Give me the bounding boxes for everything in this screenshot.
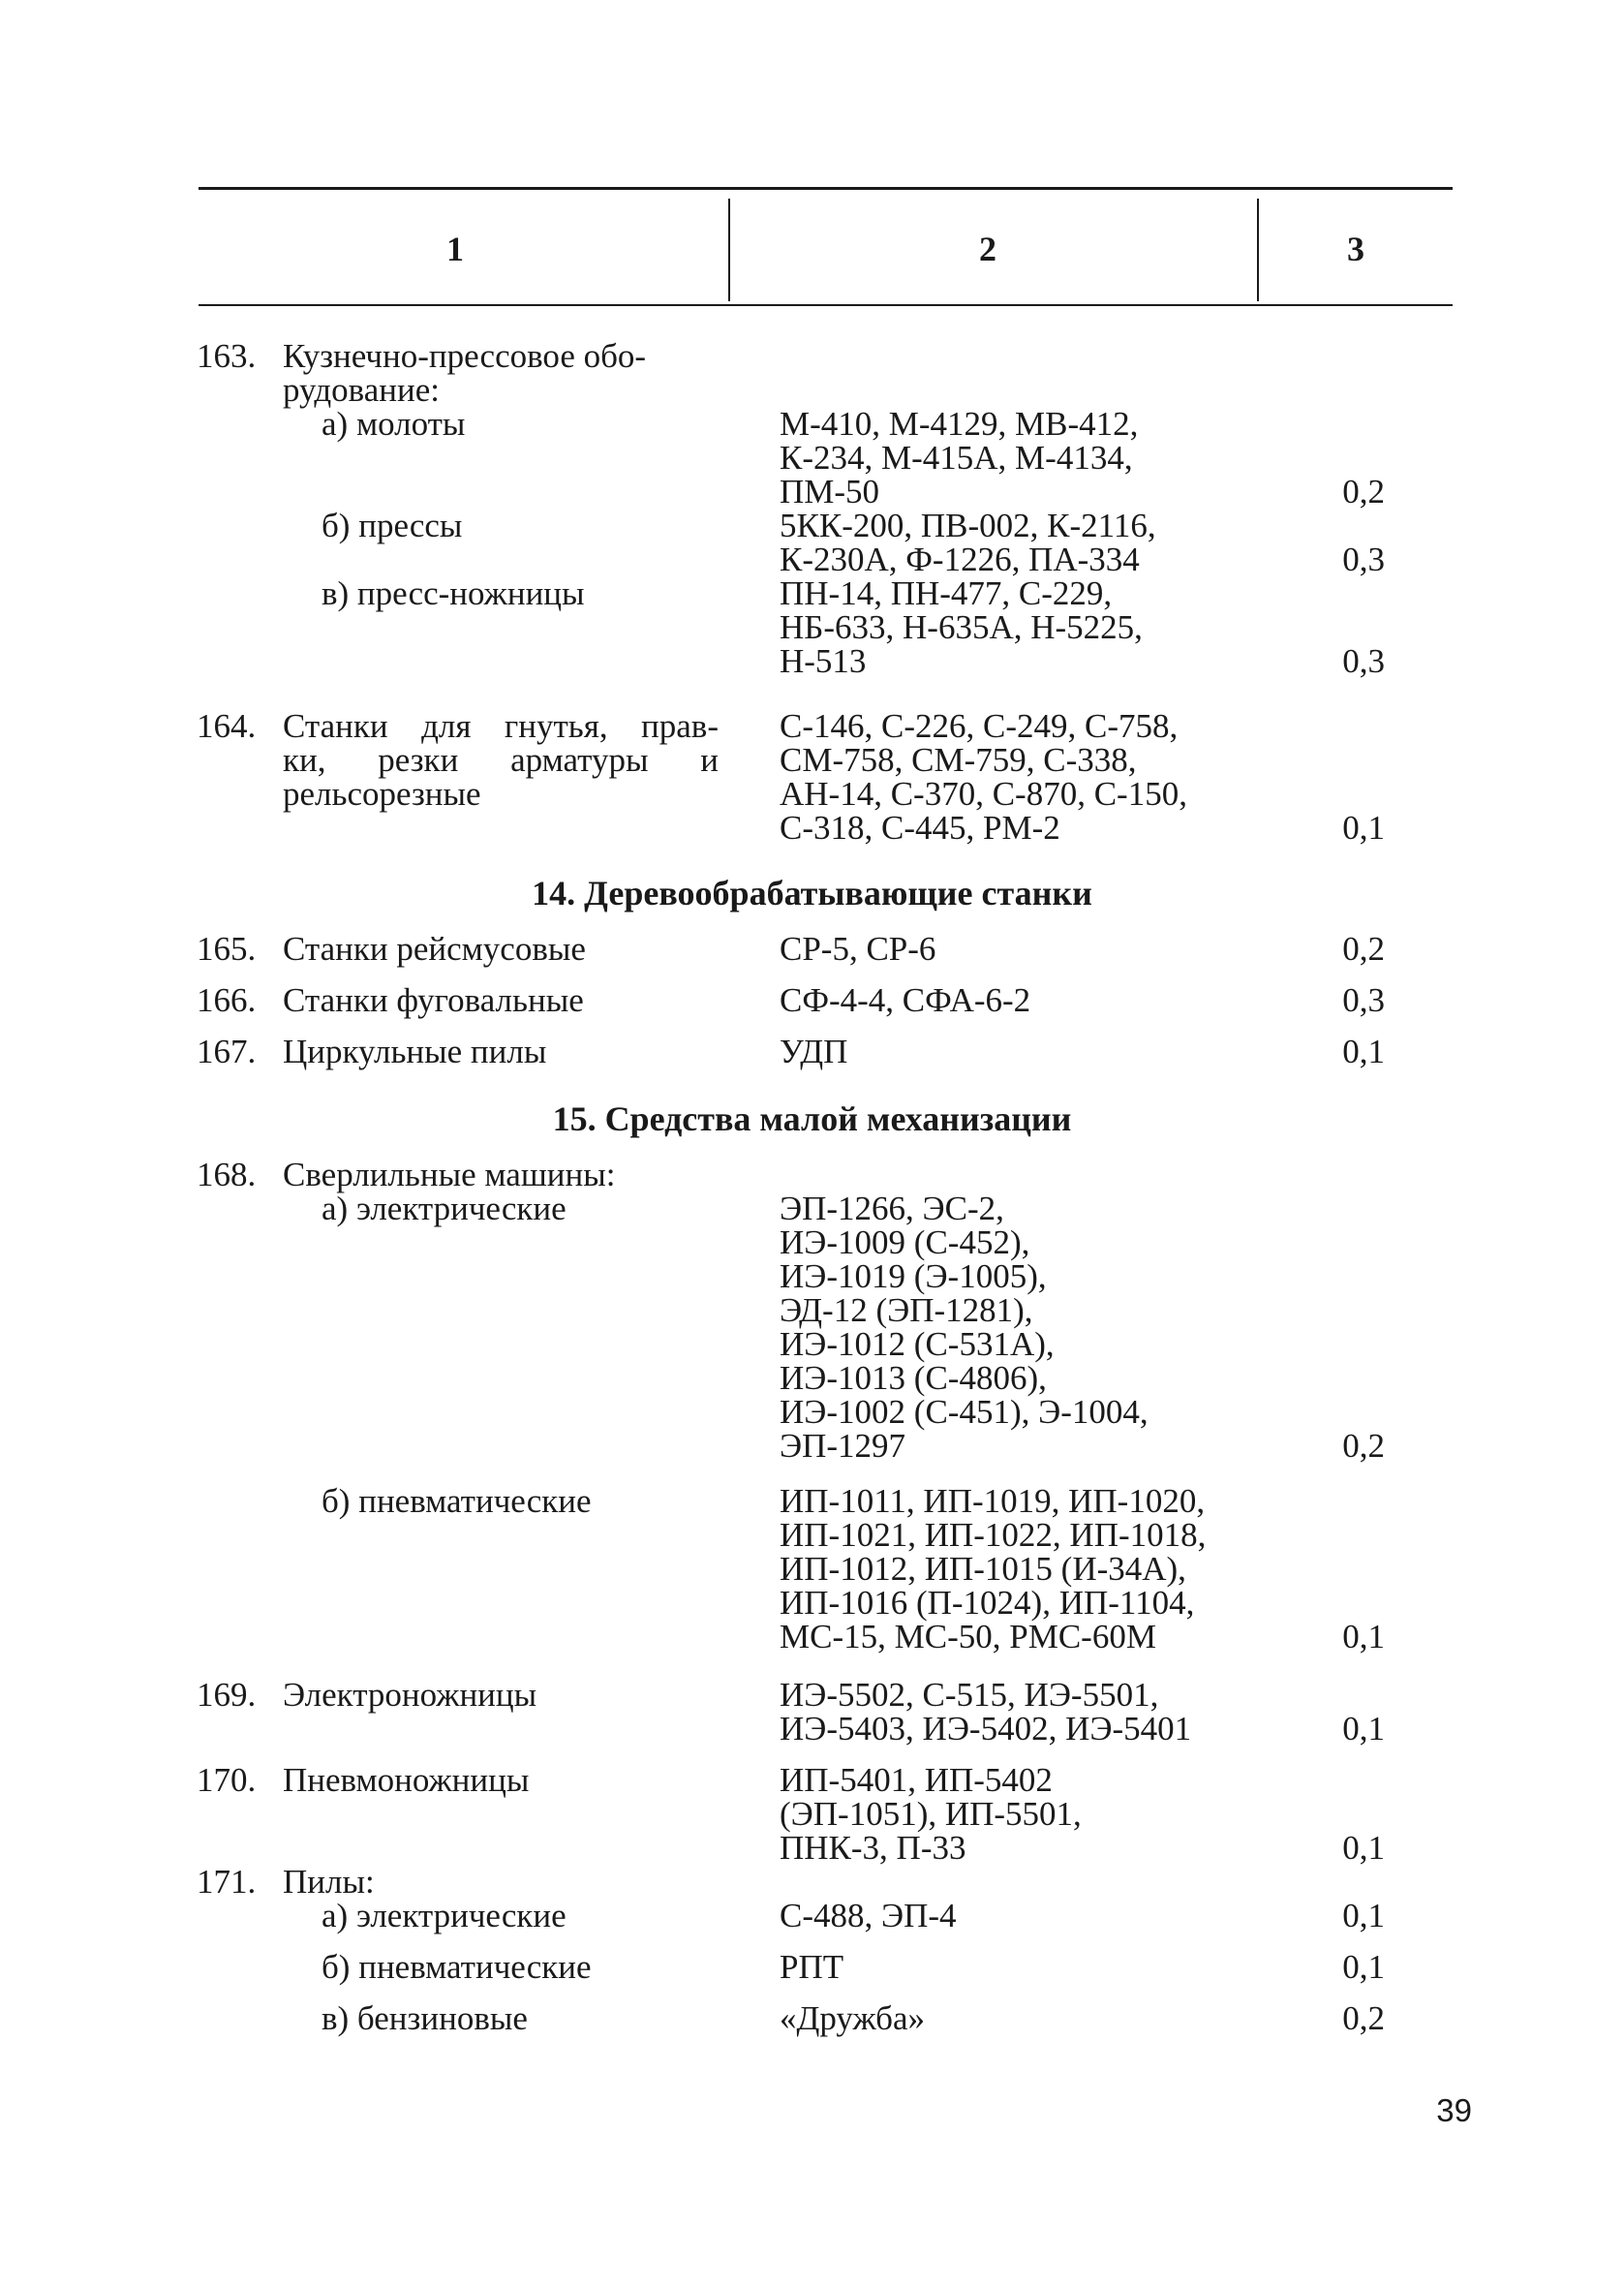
row-number: 169. <box>197 1676 257 1714</box>
model-line: «Дружба» <box>780 1999 926 2037</box>
coefficient: 0,3 <box>1342 541 1385 578</box>
model-line: С-318, С-445, РМ-2 <box>780 809 1060 847</box>
model-line: ПМ-50 <box>780 473 880 510</box>
sub-label: б) прессы <box>322 507 463 544</box>
row-name: Циркульные пилы <box>283 1033 547 1070</box>
model-line: ЭД-12 (ЭП-1281), <box>780 1291 1033 1329</box>
model-line: К-230А, Ф-1226, ПА-334 <box>780 541 1140 578</box>
model-line: ИП-1012, ИП-1015 (И-34А), <box>780 1550 1186 1588</box>
model-line: ИЭ-1002 (С-451), Э-1004, <box>780 1393 1149 1431</box>
coefficient: 0,2 <box>1342 1427 1385 1465</box>
model-line: (ЭП-1051), ИП-5501, <box>780 1795 1082 1833</box>
coefficient: 0,1 <box>1342 1710 1385 1748</box>
model-list <box>780 2001 1254 2035</box>
coefficient: 0,1 <box>1342 1618 1385 1655</box>
model-list <box>780 1191 1254 1463</box>
row-name <box>283 709 719 777</box>
model-line: 5КК-200, ПВ-002, К-2116, <box>780 507 1156 544</box>
model-line: ИП-1016 (П-1024), ИП-1104, <box>780 1584 1195 1622</box>
coefficient: 0,1 <box>1342 1948 1385 1986</box>
model-list <box>780 1484 1254 1654</box>
sub-label: в) пресс-ножницы <box>322 574 585 612</box>
model-line: ИЭ-1013 (С-4806), <box>780 1359 1047 1397</box>
row-number: 163. <box>197 337 257 375</box>
sub-label: б) пневматические <box>322 1948 592 1986</box>
coefficient: 0,1 <box>1342 1897 1385 1934</box>
model-line: К-234, М-415А, М-4134, <box>780 439 1133 477</box>
row-name-line: ки, резки арматуры и <box>283 741 719 779</box>
model-list <box>780 1763 1254 1865</box>
model-line: ЭП-1266, ЭС-2, <box>780 1190 1004 1227</box>
sub-label: а) электрические <box>322 1190 567 1227</box>
sub-label: а) молоты <box>322 405 466 443</box>
model-line: НБ-633, Н-635А, Н-5225, <box>780 608 1143 646</box>
model-line: ИП-5401, ИП-5402 <box>780 1761 1053 1799</box>
row-number: 168. <box>197 1156 257 1193</box>
model-line: СР-5, СР-6 <box>780 930 936 968</box>
header-col-2: 2 <box>979 230 996 268</box>
model-line: СМ-758, СМ-759, С-338, <box>780 741 1137 779</box>
model-line: Н-513 <box>780 642 867 680</box>
header-divider-2 <box>1257 199 1259 301</box>
row-name: Станки фуговальные <box>283 981 584 1019</box>
row-name: Станки рейсмусовые <box>283 930 586 968</box>
model-line: ПН-14, ПН-477, С-229, <box>780 574 1113 612</box>
row-number: 170. <box>197 1761 257 1799</box>
model-line: С-146, С-226, С-249, С-758, <box>780 707 1179 745</box>
model-list <box>780 576 1254 678</box>
model-list <box>780 932 1254 966</box>
coefficient: 0,2 <box>1342 1999 1385 2037</box>
model-line: РПТ <box>780 1948 844 1986</box>
top-rule <box>199 187 1453 190</box>
model-list <box>780 407 1254 509</box>
model-line: ИП-1011, ИП-1019, ИП-1020, <box>780 1482 1206 1520</box>
sub-label: б) пневматические <box>322 1482 592 1520</box>
model-list <box>780 1950 1254 1984</box>
row-name: Пневмоножницы <box>283 1761 530 1799</box>
model-line: М-410, М-4129, МВ-412, <box>780 405 1139 443</box>
row-number: 164. <box>197 707 257 745</box>
model-list <box>780 983 1254 1017</box>
row-name <box>283 339 719 407</box>
model-line: МС-15, МС-50, РМС-60М <box>780 1618 1156 1655</box>
model-line: ИП-1021, ИП-1022, ИП-1018, <box>780 1516 1207 1554</box>
coefficient: 0,3 <box>1342 642 1385 680</box>
model-line: АН-14, С-370, С-870, С-150, <box>780 775 1187 813</box>
coefficient: 0,1 <box>1342 809 1385 847</box>
row-name-line: рельсорезные <box>283 775 481 813</box>
page-number: 39 <box>1436 2092 1472 2128</box>
model-line: ИЭ-5502, С-515, ИЭ-5501, <box>780 1676 1159 1714</box>
row-name-line: рудование: <box>283 371 440 409</box>
row-name: Пилы: <box>283 1863 375 1901</box>
row-name-last <box>283 777 719 811</box>
row-name-line: Станки для гнутья, прав- <box>283 707 719 745</box>
model-list <box>780 1899 1254 1933</box>
row-name: Сверлильные машины: <box>283 1156 616 1193</box>
row-number: 167. <box>197 1033 257 1070</box>
model-line: ИЭ-1019 (Э-1005), <box>780 1257 1047 1295</box>
model-line: ПНК-3, П-33 <box>780 1829 966 1867</box>
coefficient: 0,2 <box>1342 930 1385 968</box>
row-name-line: Кузнечно-прессовое обо- <box>283 337 647 375</box>
model-line: ИЭ-1009 (С-452), <box>780 1223 1030 1261</box>
row-name: Электроножницы <box>283 1676 537 1714</box>
coefficient: 0,1 <box>1342 1033 1385 1070</box>
model-line: ИЭ-5403, ИЭ-5402, ИЭ-5401 <box>780 1710 1192 1748</box>
model-line: УДП <box>780 1033 848 1070</box>
coefficient: 0,1 <box>1342 1829 1385 1867</box>
header-col-1: 1 <box>446 230 464 268</box>
sub-label: в) бензиновые <box>322 1999 528 2037</box>
header-divider-1 <box>728 199 730 301</box>
model-list <box>780 509 1254 576</box>
coefficient: 0,2 <box>1342 473 1385 510</box>
model-list <box>780 709 1254 845</box>
section-heading-15: 15. Средства малой механизации <box>552 1099 1072 1138</box>
row-number: 171. <box>197 1863 257 1901</box>
model-list <box>780 1678 1254 1746</box>
row-number: 166. <box>197 981 257 1019</box>
model-line: СФ-4-4, СФА-6-2 <box>780 981 1031 1019</box>
sub-label: а) электрические <box>322 1897 567 1934</box>
coefficient: 0,3 <box>1342 981 1385 1019</box>
section-heading-14: 14. Деревообрабатывающие станки <box>532 874 1092 913</box>
model-list <box>780 1035 1254 1068</box>
header-bottom-rule <box>199 304 1453 306</box>
model-line: ИЭ-1012 (С-531А), <box>780 1325 1055 1363</box>
model-line: С-488, ЭП-4 <box>780 1897 957 1934</box>
header-col-3: 3 <box>1347 230 1364 268</box>
model-line: ЭП-1297 <box>780 1427 906 1465</box>
row-number: 165. <box>197 930 257 968</box>
